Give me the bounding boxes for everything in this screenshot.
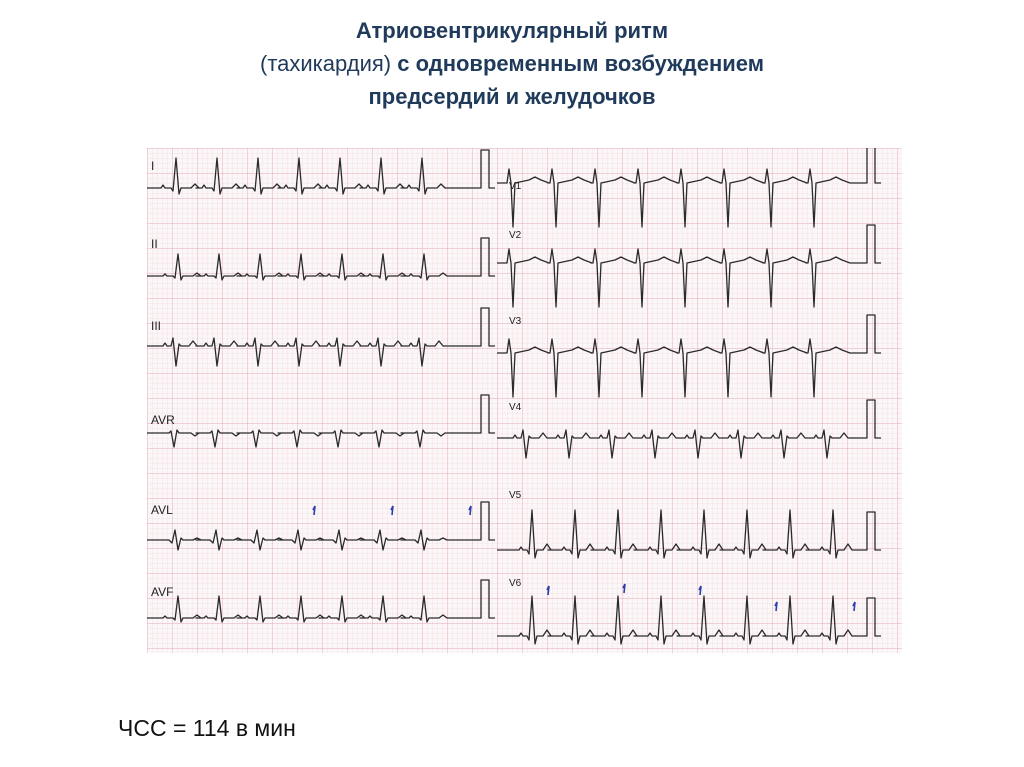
lead-label-i: I xyxy=(151,159,155,173)
lead-label-v3: V3 xyxy=(509,316,522,327)
lead-label-v6: V6 xyxy=(509,578,522,589)
slide-title xyxy=(0,14,1024,113)
ecg-tracing xyxy=(147,148,902,653)
title-line-2 xyxy=(0,47,1024,80)
ecg-paper xyxy=(147,148,902,653)
lead-label-avl: AVL xyxy=(151,503,173,517)
lead-label-v2: V2 xyxy=(509,230,522,241)
lead-label-v1: V1 xyxy=(509,181,522,192)
title-line-1: Атриовентрикулярный ритм xyxy=(355,18,669,43)
title-line-2-bold: с одновременным возбуждением xyxy=(391,51,764,76)
lead-label-avr: AVR xyxy=(151,413,175,427)
lead-label-iii: III xyxy=(151,319,162,333)
title-line-3: предсердий и желудочков xyxy=(368,84,656,109)
lead-label-v5: V5 xyxy=(509,490,522,501)
lead-label-avf: AVF xyxy=(151,585,174,599)
ecg-grid xyxy=(147,148,902,653)
lead-label-ii: II xyxy=(151,237,158,251)
heart-rate-label: ЧСС = 114 в мин xyxy=(118,715,296,741)
lead-label-v4: V4 xyxy=(509,402,522,413)
title-line-2-plain: (тахикардия) xyxy=(260,51,392,76)
